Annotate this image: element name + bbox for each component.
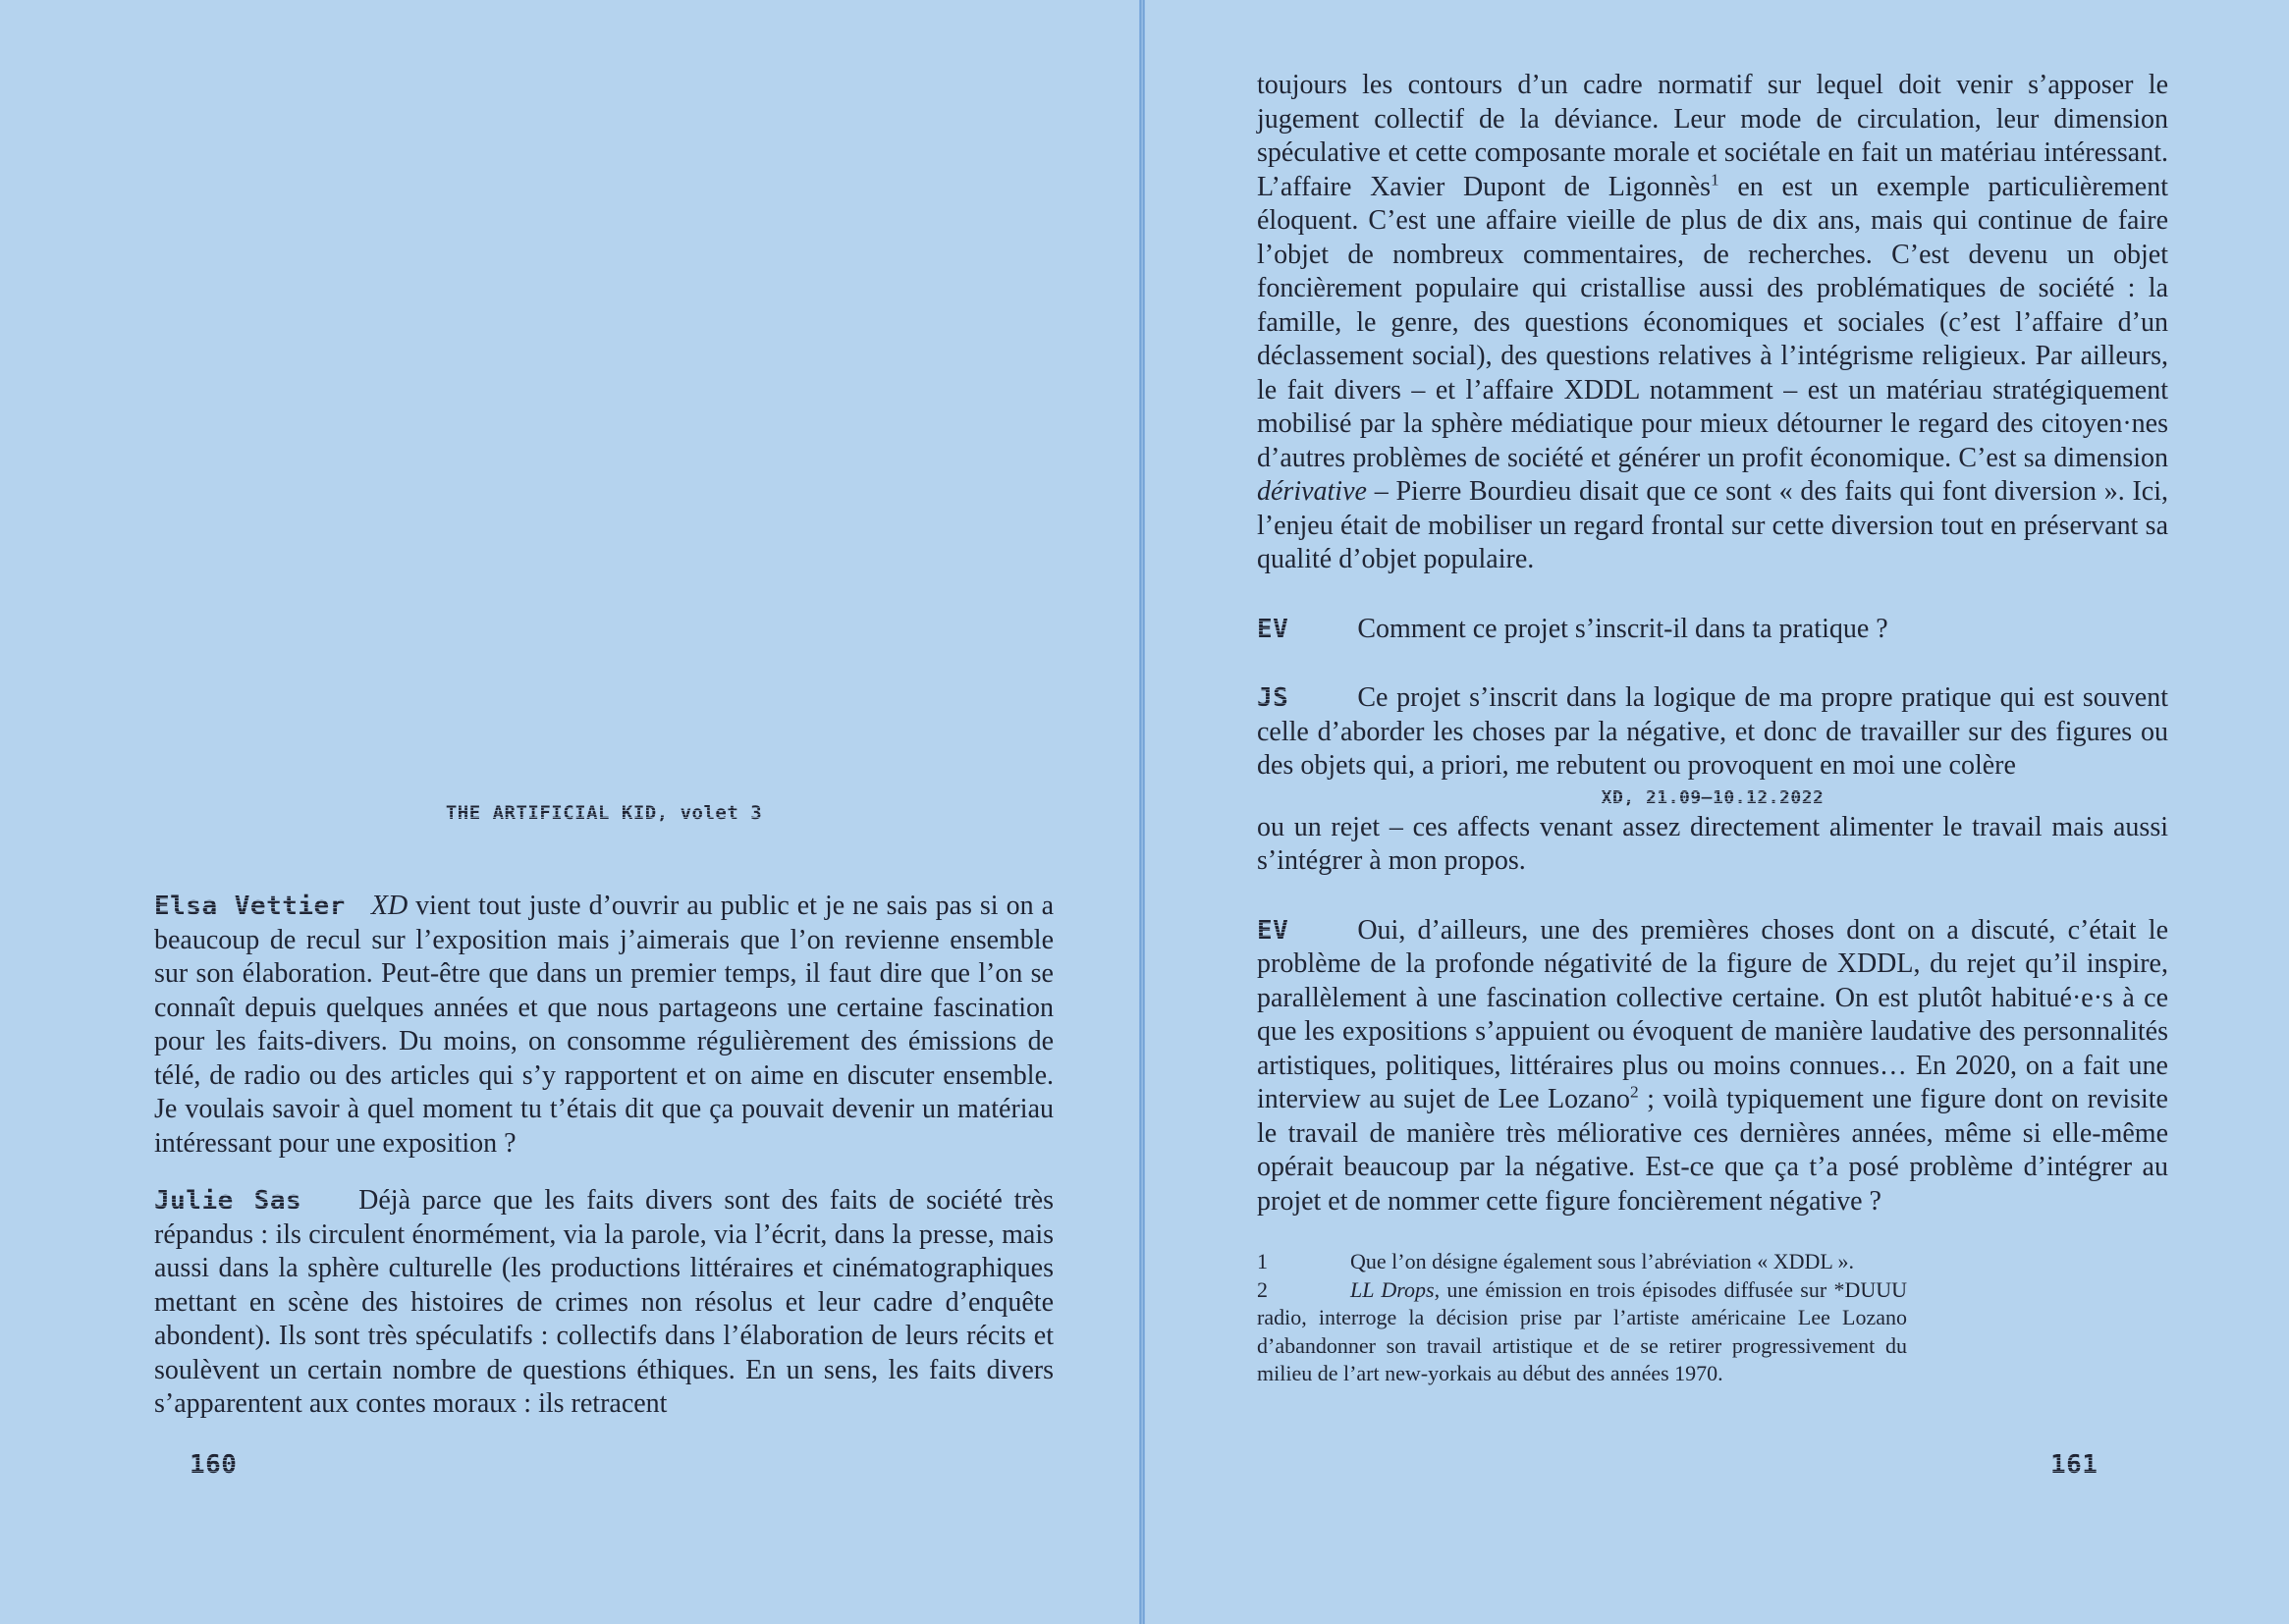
paragraph-text: Comment ce projet s’inscrit-il dans ta pratique ?: [1357, 613, 1888, 644]
paragraph-text: Ce projet s’inscrit dans la logique de ma propre pratique qui est souvent celle d’aborder les choses par la négative, et donc de travailler sur des figures ou des objets qui, a priori, me rebutent ou provoquent en moi une colère: [1257, 682, 2168, 781]
speaker-gap: [1288, 636, 1357, 637]
footnote-1: [1257, 1248, 1907, 1276]
speaker-initials-js: JS: [1257, 683, 1289, 713]
left-text-column: [154, 801, 1054, 1422]
speaker-initials-ev: EV: [1257, 915, 1289, 946]
speaker-name-julie-sas: Julie Sas: [154, 1186, 302, 1216]
paragraph-answer-1-continued: [1257, 811, 2168, 879]
paragraph-text: Oui, d’ailleurs, une des premières choses dont on a discuté, c’était le problème de la profonde négativité de la figure de XDDL, du rejet qu’il inspire, parallèlement à une fascination collective certaine. On est plutôt habitué·e·s à ce que les expositions s’appuient ou évoquent de manière laudative des personnalités artistiques, politiques, littéraires plus ou moins connues… En 2020, on a fait une interview au sujet de Lee Lozano$^2$ ; voilà typiquement une figure dont on revisite le travail de manière très méliorative ces dernières années, même si elle-même opérait beaucoup par la négative. Est-ce que ça t’a posé problème d’intégrer au projet et de nommer cette figure foncièrement négative ?: [1257, 914, 2168, 1217]
footnote-2: [1257, 1276, 1907, 1388]
speaker-gap: [346, 913, 371, 914]
speaker-gap: [1288, 705, 1357, 706]
chapter-title: THE ARTIFICIAL KID, volet 3: [154, 801, 1054, 825]
paragraph-text: toujours les contours d’un cadre normatif sur lequel doit venir s’apposer le jugement collectif de la déviance. Leur mode de circulation, leur dimension spéculative et cette composante morale et sociétale en fait un matériau intéressant. L’affaire Xavier Dupont de Ligonnès$^1$ en est un exemple particulièrement éloquent. C’est une affaire vieille de plus de dix ans, mais qui continue de faire l’objet de nombreux commentaires, de recherches. C’est devenu un objet foncièrement populaire qui cristallise aussi des problématiques de société : la famille, le genre, des questions économiques et sociales (c’est l’affaire d’un déclassement social), des questions relatives à l’intégrisme religieux. Par ailleurs, le fait divers – et l’affaire XDDL notamment – est un matériau stratégiquement mobilisé par la sphère médiatique pour mieux détourner le regard des citoyen·nes d’autres problèmes de société et générer un profit économique. C’est sa dimension dérivative – Pierre Bourdieu disait que ce sont « des faits qui font diversion ». Ici, l’enjeu était de mobiliser un regard frontal sur cette diversion tout en préservant sa qualité d’objet populaire.: [1257, 70, 2169, 574]
speaker-gap: [1288, 938, 1357, 939]
exhibition-caption: XD, 21.09–10.12.2022: [1257, 785, 2168, 811]
footnote-number: 2: [1257, 1276, 1268, 1302]
page-number-right: 161: [2050, 1450, 2098, 1480]
paragraph-text: ou un rejet – ces affects venant assez directement alimenter le travail mais aussi s’intégrer à mon propos.: [1257, 811, 2168, 876]
page-number-left: 160: [190, 1450, 238, 1480]
speaker-gap: [301, 1208, 358, 1209]
paragraph-elsa-vettier: [154, 890, 1054, 1161]
footnotes-block: [1257, 1248, 1907, 1388]
speaker-initials-ev: EV: [1257, 614, 1289, 644]
paragraph-text: Déjà parce que les faits divers sont des faits de société très répandus : ils circulent énormément, via la parole, via l’écrit, dans la presse, mais aussi dans la sphère culturelle (les productions littéraires et cinématographiques mettant en scène des histoires de crimes non résolus et leur cadre d’enquête abondent). Ils sont très spéculatifs : collectifs dans l’élaboration de leurs récits et soulèvent un certain nombre de questions éthiques. En un sens, les faits divers s’apparentent aux contes moraux : ils retracent: [154, 1185, 1054, 1419]
paragraph-answer-1: [1257, 681, 2168, 784]
right-text-column: [1257, 69, 2168, 1388]
footnote-gap: [1268, 1268, 1350, 1269]
page-left: [0, 0, 1141, 1624]
paragraph-julie-sas: [154, 1184, 1054, 1422]
footnote-number: 1: [1257, 1249, 1268, 1273]
paragraph-question-1: [1257, 613, 2168, 647]
footnote-gap: [1268, 1296, 1350, 1297]
footnote-text: LL Drops, une émission en trois épisodes diffusée sur *DUUU radio, interroge la décision prise par l’artiste américaine Lee Lozano d’abandonner son travail artistique et de se retirer progressivement du milieu de l’art new-yorkais au début des années 1970.: [1257, 1276, 1907, 1385]
speaker-name-elsa-vettier: Elsa Vettier: [154, 892, 346, 921]
page-right: [1145, 0, 2289, 1624]
paragraph-continuation: [1257, 69, 2168, 577]
footnote-text: Que l’on désigne également sous l’abréviation « XDDL ».: [1350, 1249, 1854, 1273]
paragraph-question-2: [1257, 914, 2168, 1219]
paragraph-text: XD vient tout juste d’ouvrir au public et je ne sais pas si on a beaucoup de recul sur l’exposition mais j’aimerais que l’on revienne ensemble sur son élaboration. Peut-être que dans un premier temps, il faut dire que l’on se connaît depuis quelques années et que nous partageons une certaine fascination pour les faits-divers. Du moins, on consomme régulièrement des émissions de télé, de radio ou des articles qui s’y rapportent et on aime en discuter ensemble. Je voulais savoir à quel moment tu t’étais dit que ça pouvait devenir un matériau intéressant pour une exposition ?: [154, 891, 1054, 1159]
